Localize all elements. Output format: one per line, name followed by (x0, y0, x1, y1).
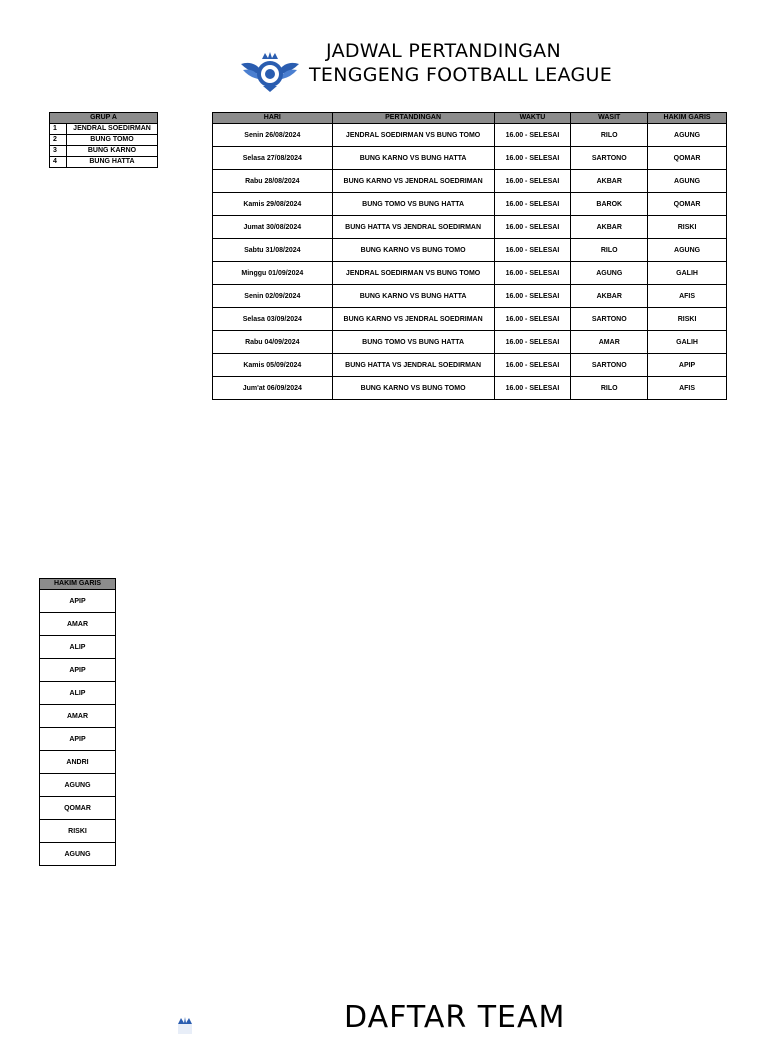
schedule-row (213, 193, 727, 216)
time-cell: 16.00 - SELESAI (494, 308, 571, 331)
group-row (50, 135, 158, 146)
referee-cell: AKBAR (571, 170, 648, 193)
referee-cell: AKBAR (571, 285, 648, 308)
day-cell: Senin 26/08/2024 (213, 124, 333, 147)
linesman-cell: QOMAR (648, 193, 727, 216)
time-cell: 16.00 - SELESAI (494, 170, 571, 193)
team-number: 3 (50, 146, 67, 157)
linesman-cell: AGUNG (648, 239, 727, 262)
team-number: 2 (50, 135, 67, 146)
referee-title: HAKIM GARIS (40, 579, 116, 590)
schedule-row (213, 216, 727, 239)
day-cell: Rabu 04/09/2024 (213, 331, 333, 354)
referee-row (40, 590, 116, 613)
linesman-cell: AGUNG (648, 124, 727, 147)
header-hari: HARI (213, 113, 333, 124)
team-name: BUNG TOMO (67, 135, 158, 146)
linesman-cell: AFIS (648, 377, 727, 400)
schedule-row (213, 124, 727, 147)
referee-cell: RILO (571, 377, 648, 400)
day-cell: Selasa 27/08/2024 (213, 147, 333, 170)
referee-name: AMAR (40, 705, 116, 728)
group-row (50, 146, 158, 157)
footer-title: DAFTAR TEAM (344, 1000, 566, 1035)
team-name: JENDRAL SOEDIRMAN (67, 124, 158, 135)
day-cell: Senin 02/09/2024 (213, 285, 333, 308)
referee-cell: SARTONO (571, 354, 648, 377)
match-cell: BUNG TOMO VS BUNG HATTA (332, 193, 494, 216)
linesman-cell: RISKI (648, 308, 727, 331)
referee-row (40, 797, 116, 820)
day-cell: Minggu 01/09/2024 (213, 262, 333, 285)
header-logo (239, 50, 301, 94)
group-row (50, 124, 158, 135)
schedule-row (213, 285, 727, 308)
linesman-cell: GALIH (648, 331, 727, 354)
day-cell: Selasa 03/09/2024 (213, 308, 333, 331)
referee-row (40, 636, 116, 659)
team-name: BUNG KARNO (67, 146, 158, 157)
page-title-line2: TENGGENG FOOTBALL LEAGUE (309, 64, 613, 86)
day-cell: Kamis 29/08/2024 (213, 193, 333, 216)
team-number: 4 (50, 157, 67, 168)
referee-row (40, 613, 116, 636)
linesman-cell: AGUNG (648, 170, 727, 193)
time-cell: 16.00 - SELESAI (494, 331, 571, 354)
referee-name: ALIP (40, 682, 116, 705)
day-cell: Kamis 05/09/2024 (213, 354, 333, 377)
referee-row (40, 774, 116, 797)
schedule-row (213, 308, 727, 331)
referee-cell: AMAR (571, 331, 648, 354)
match-cell: BUNG KARNO VS BUNG TOMO (332, 239, 494, 262)
time-cell: 16.00 - SELESAI (494, 262, 571, 285)
referee-name: APIP (40, 659, 116, 682)
referee-row (40, 820, 116, 843)
football-club-crest-icon (160, 1014, 210, 1034)
match-cell: BUNG HATTA VS JENDRAL SOEDIRMAN (332, 216, 494, 239)
referee-row (40, 751, 116, 774)
referee-cell: RILO (571, 239, 648, 262)
match-cell: BUNG KARNO VS JENDRAL SOEDRIMAN (332, 308, 494, 331)
referee-name: QOMAR (40, 797, 116, 820)
schedule-table (212, 112, 727, 400)
header-wasit: WASIT (571, 113, 648, 124)
referee-name: APIP (40, 590, 116, 613)
referee-cell: SARTONO (571, 147, 648, 170)
time-cell: 16.00 - SELESAI (494, 377, 571, 400)
schedule-row (213, 262, 727, 285)
match-cell: BUNG HATTA VS JENDRAL SOEDIRMAN (332, 354, 494, 377)
referee-row (40, 843, 116, 866)
match-cell: JENDRAL SOEDIRMAN VS BUNG TOMO (332, 262, 494, 285)
schedule-row (213, 354, 727, 377)
referee-row (40, 705, 116, 728)
schedule-row (213, 239, 727, 262)
day-cell: Rabu 28/08/2024 (213, 170, 333, 193)
time-cell: 16.00 - SELESAI (494, 147, 571, 170)
time-cell: 16.00 - SELESAI (494, 124, 571, 147)
linesman-cell: QOMAR (648, 147, 727, 170)
referee-cell: SARTONO (571, 308, 648, 331)
referee-name: AMAR (40, 613, 116, 636)
referee-name: ALIP (40, 636, 116, 659)
linesman-cell: RISKI (648, 216, 727, 239)
referee-cell: BAROK (571, 193, 648, 216)
schedule-row (213, 170, 727, 193)
match-cell: BUNG KARNO VS BUNG HATTA (332, 147, 494, 170)
linesman-cell: AFIS (648, 285, 727, 308)
group-row (50, 157, 158, 168)
footer-logo (160, 1014, 210, 1034)
time-cell: 16.00 - SELESAI (494, 193, 571, 216)
referee-name: ANDRI (40, 751, 116, 774)
group-table (49, 112, 158, 168)
schedule-row (213, 331, 727, 354)
linesman-cell: APIP (648, 354, 727, 377)
header-pertandingan: PERTANDINGAN (332, 113, 494, 124)
header-waktu: WAKTU (494, 113, 571, 124)
referee-name: AGUNG (40, 843, 116, 866)
match-cell: JENDRAL SOEDIRMAN VS BUNG TOMO (332, 124, 494, 147)
referee-name: AGUNG (40, 774, 116, 797)
header-hakim-garis: HAKIM GARIS (648, 113, 727, 124)
group-title: GRUP A (50, 113, 158, 124)
linesman-cell: GALIH (648, 262, 727, 285)
time-cell: 16.00 - SELESAI (494, 239, 571, 262)
day-cell: Sabtu 31/08/2024 (213, 239, 333, 262)
referee-cell: AGUNG (571, 262, 648, 285)
referee-row (40, 682, 116, 705)
team-name: BUNG HATTA (67, 157, 158, 168)
referee-cell: RILO (571, 124, 648, 147)
day-cell: Jum'at 06/09/2024 (213, 377, 333, 400)
referee-table (39, 578, 116, 866)
schedule-row (213, 377, 727, 400)
referee-row (40, 659, 116, 682)
match-cell: BUNG TOMO VS BUNG HATTA (332, 331, 494, 354)
day-cell: Jumat 30/08/2024 (213, 216, 333, 239)
schedule-row (213, 147, 727, 170)
time-cell: 16.00 - SELESAI (494, 285, 571, 308)
referee-name: APIP (40, 728, 116, 751)
team-number: 1 (50, 124, 67, 135)
time-cell: 16.00 - SELESAI (494, 354, 571, 377)
page-title-line1: JADWAL PERTANDINGAN (326, 40, 561, 62)
referee-row (40, 728, 116, 751)
referee-name: RISKI (40, 820, 116, 843)
referee-cell: AKBAR (571, 216, 648, 239)
football-club-crest-icon (239, 50, 301, 94)
match-cell: BUNG KARNO VS BUNG TOMO (332, 377, 494, 400)
match-cell: BUNG KARNO VS JENDRAL SOEDRIMAN (332, 170, 494, 193)
match-cell: BUNG KARNO VS BUNG HATTA (332, 285, 494, 308)
time-cell: 16.00 - SELESAI (494, 216, 571, 239)
